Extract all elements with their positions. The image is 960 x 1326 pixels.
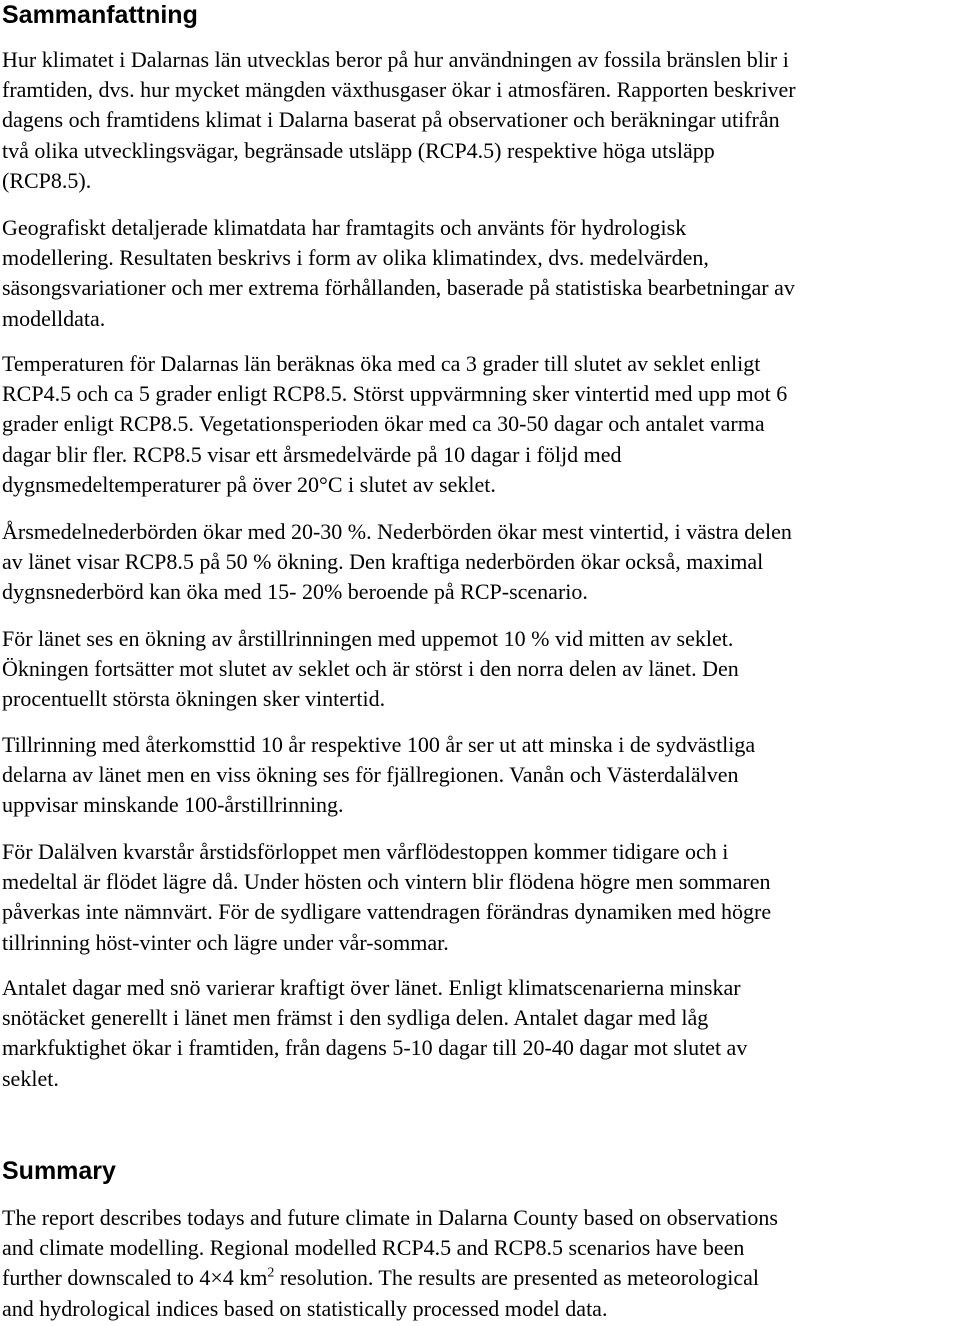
paragraph-sv-2	[2, 213, 956, 334]
text-line: Årsmedelnederbörden ökar med 20-30 %. Nederbörden ökar mest vintertid, i västra delen	[2, 519, 792, 544]
text-line: säsongsvariationer och mer extrema förhållanden, baserade på statistiska bearbetningar av	[2, 275, 795, 301]
text-line: För Dalälven kvarstår årstidsförloppet men vårflödestoppen kommer tidigare och i	[2, 839, 729, 864]
text-line: tillrinning höst-vinter och lägre under vår-sommar.	[2, 929, 449, 955]
text-line: två olika utvecklingsvägar, begränsade utsläpp (RCP4.5) respektive höga utsläpp	[2, 137, 715, 163]
text-line: dygnsnederbörd kan öka med 15- 20% beroende på RCP-scenario.	[2, 579, 588, 605]
paragraph-sv-1	[2, 45, 956, 196]
text-line: Tillrinning med återkomsttid 10 år respektive 100 år ser ut att minska i de sydvästliga	[2, 732, 756, 757]
text-line: modellering. Resultaten beskrivs i form av olika klimatindex, dvs. medelvärden,	[2, 245, 709, 271]
text-line: and climate modelling. Regional modelled RCP4.5 and RCP8.5 scenarios have been	[2, 1235, 745, 1261]
text-line: Hur klimatet i Dalarnas län utvecklas beror på hur användningen av fossila bränslen blir i	[2, 47, 789, 72]
text-line: dygnsmedeltemperaturer på över 20°C i slutet av seklet.	[2, 471, 496, 497]
text-line: and hydrological indices based on statistically processed model data.	[2, 1295, 608, 1321]
text-line: medeltal är flödet lägre då. Under hösten och vintern blir flödena högre men sommaren	[2, 869, 771, 895]
text-line: snötäcket generellt i länet men främst i den sydliga delen. Antalet dagar med låg	[2, 1005, 709, 1031]
text-line: seklet.	[2, 1065, 59, 1091]
text-line: Geografiskt detaljerade klimatdata har framtagits och använts för hydrologisk	[2, 215, 687, 240]
text-line: RCP4.5 och ca 5 grader enligt RCP8.5. Störst uppvärmning sker vintertid med upp mot 6	[2, 381, 788, 407]
text-line: The report describes todays and future climate in Dalarna County based on observations	[2, 1205, 778, 1230]
heading-summary: Summary	[2, 1157, 116, 1185]
heading-sammanfattning: Sammanfattning	[2, 1, 198, 29]
paragraph-sv-3	[2, 349, 956, 500]
text-line: påverkas inte nämnvärt. För de sydligare vattendragen förändras dynamiken med högre	[2, 899, 772, 925]
text-line: (RCP8.5).	[2, 167, 92, 193]
text-line: procentuellt största ökningen sker vintertid.	[2, 686, 386, 712]
text-line: uppvisar minskande 100-årstillrinning.	[2, 792, 344, 818]
text-line: Ökningen fortsätter mot slutet av seklet och är störst i den norra delen av länet. Den	[2, 656, 739, 682]
paragraph-sv-6	[2, 730, 956, 821]
text-line: delarna av länet men en viss ökning ses för fjällregionen. Vanån och Västerdalälven	[2, 762, 739, 788]
text-line: av länet visar RCP8.5 på 50 % ökning. Den kraftiga nederbörden ökar också, maximal	[2, 549, 764, 575]
text-line: markfuktighet ökar i framtiden, från dagens 5-10 dagar till 20-40 dagar mot slutet av	[2, 1035, 748, 1061]
paragraph-sv-8	[2, 973, 956, 1094]
text-line: grader enligt RCP8.5. Vegetationsperioden ökar med ca 30-50 dagar och antalet varma	[2, 411, 765, 437]
text-line: För länet ses en ökning av årstillrinningen med uppemot 10 % vid mitten av seklet.	[2, 626, 734, 651]
text-line: framtiden, dvs. hur mycket mängden växthusgaser ökar i atmosfären. Rapporten beskriver	[2, 77, 796, 103]
text-line: Antalet dagar med snö varierar kraftigt över länet. Enligt klimatscenarierna minskar	[2, 975, 741, 1000]
text-segment: resolution. The results are presented as meteorological	[274, 1265, 759, 1291]
paragraph-en-1	[2, 1203, 956, 1324]
text-line: Temperaturen för Dalarnas län beräknas öka med ca 3 grader till slutet av seklet enligt	[2, 351, 761, 376]
paragraph-sv-4	[2, 517, 956, 608]
superscript: 2	[267, 1266, 275, 1282]
text-line: dagar blir fler. RCP8.5 visar ett årsmedelvärde på 10 dagar i följd med	[2, 441, 622, 467]
paragraph-sv-7	[2, 837, 956, 958]
text-segment: further downscaled to 4×4 km	[2, 1265, 268, 1291]
text-line	[2, 1263, 956, 1293]
paragraph-sv-5	[2, 624, 956, 715]
text-line: modelldata.	[2, 305, 106, 331]
text-line: dagens och framtidens klimat i Dalarna baserat på observationer och beräkningar utifrån	[2, 107, 780, 133]
